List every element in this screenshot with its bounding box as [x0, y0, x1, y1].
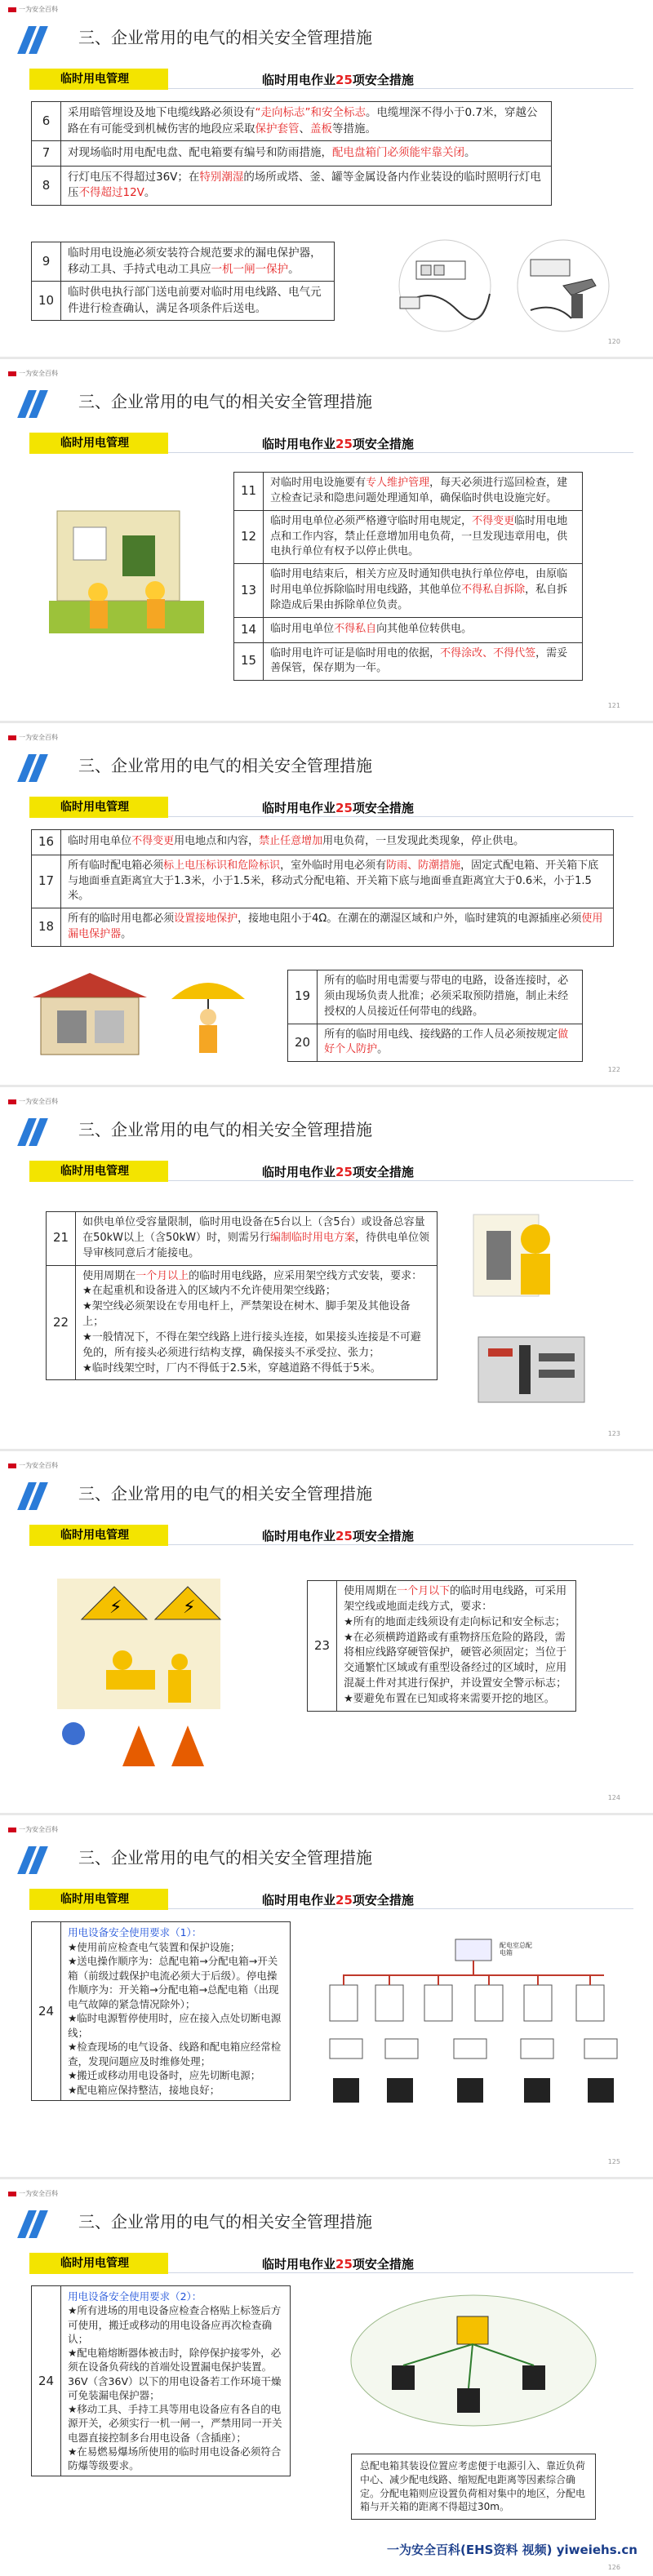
brand: 一为安全百科: [8, 2189, 58, 2198]
slide-4: [0, 1092, 653, 1451]
table-row: 10 临时供电执行部门送电前要对临时用电线路、电气元件进行检查确认，满足各项条件后送电。: [32, 282, 335, 321]
section-subtitle: 临时用电作业25项安全措施: [262, 437, 414, 451]
table-row: 23 使用周期在一个月以下的临时用电线路，可采用架空线或地面走线方式，要求： ★所有的地面走线须设有走向标记和安全标志； ★在必须横跨道路或有重物挤压危险的路段，需将相应线路穿硬管保护，硬管必须固定；当位于交通繁忙区域或有重型设备经过的区域时，应用混凝土件对其进行保护，并设置安全警示标志； ★要避免布置在已知或将来需要开挖的地区。: [308, 1581, 576, 1712]
rules-table: [31, 2285, 291, 2476]
table-row: 24 用电设备安全使用要求（2）： ★所有进场的用电设备应检查合格贴上标签后方可使用，搬迁或移动的用电设备应再次检查确认； ★配电箱熔断器体被击时，除停保护接零外，必须在设备负荷线的首端处设置漏电保护装置。36V（含36V）以下的用电设备若工作环境干燥可免装漏电保护器； ★移动工具、手持工具等用电设备应有各自的电源开关，必须实行一机一闸一，严禁用同一开关电器直接控制多台用电设备（含插座）； ★在易燃易爆场所使用的临时用电设备必须符合防爆等级要求。: [32, 2286, 291, 2476]
diagram-top-label: 配电室总配电箱: [500, 1942, 532, 1956]
table-row: 17 所有临时配电箱必须标上电压标识和危险标识，室外临时用电必须有防雨、防潮措施，固定式配电箱、开关箱下底与地面垂直距离宜大于1.3米，小于1.5米，移动式分配电箱、开关箱下底与地面垂直距离宜大于0.6米，小于1.5米。: [32, 855, 614, 908]
table-row: 11 对临时用电设施要有专人维护管理，每天必须进行巡回检查，建立检查记录和隐患问题处理通知单，确保临时供电设施完好。: [234, 473, 583, 511]
slide-heading: 三、企业常用的电气的相关安全管理措施: [78, 1484, 372, 1503]
page-number: 125: [607, 2158, 620, 2165]
table-row: 12 临时用电单位必须严格遵守临时用电规定，不得变更临时用电地点和工作内容，禁止任意增加用电负荷，一旦发现违章用电，供电执行单位有权予以停止供电。: [234, 510, 583, 564]
slash-logo-icon: [16, 1118, 46, 1148]
page-number: 126: [607, 2564, 620, 2571]
power-hut-illustration-icon: [24, 965, 155, 1063]
distribution-tree-diagram: [318, 1934, 637, 2155]
section-tag-bar: [29, 797, 633, 818]
table-row: 8 行灯电压不得超过36V；在特别潮湿的场所或塔、釜、罐等金属设备内作业装设的临时照明行灯电压不得超过12V。: [32, 166, 552, 205]
slide-5: [0, 1456, 653, 1815]
slide-2: [0, 364, 653, 723]
slide-heading: 三、企业常用的电气的相关安全管理措施: [78, 392, 372, 411]
workers-illustration-icon: [33, 486, 220, 650]
slash-logo-icon: [16, 26, 46, 56]
section-tag: 临时用电管理: [29, 1161, 168, 1182]
table-row: 7 对现场临时用电配电盘、配电箱要有编号和防雨措施，配电盘箱门必须能牢靠关闭。: [32, 141, 552, 167]
section-tag-bar: [29, 2253, 633, 2274]
slide-3: [0, 728, 653, 1087]
table-row: 18 所有的临时用电都必须设置接地保护，接地电阻小于4Ω。在潮在的潮湿区域和户外，临时建筑的电源插座必须使用漏电保护器。: [32, 908, 614, 947]
section-tag: 临时用电管理: [29, 2253, 168, 2274]
slide-heading: 三、企业常用的电气的相关安全管理措施: [78, 2212, 372, 2232]
section-tag-bar: [29, 1525, 633, 1546]
table-row: 14 临时用电单位不得私自向其他单位转供电。: [234, 617, 583, 642]
section-tag: 临时用电管理: [29, 797, 168, 818]
section-subtitle: 临时用电作业25项安全措施: [262, 2257, 414, 2272]
section-tag: 临时用电管理: [29, 433, 168, 454]
brand: 一为安全百科: [8, 369, 58, 378]
table-row: 21 如供电单位受容量限制，临时用电设备在5台以上（含5台）或设备总容量在50kW以上（含50kW）时，则需另行编制临时用电方案，待供电单位领导审核同意后才能接电。: [47, 1212, 438, 1266]
rules-table: [46, 1211, 438, 1380]
section-subtitle: 临时用电作业25项安全措施: [262, 1529, 414, 1543]
hand-drill-sketch-icon: [506, 237, 620, 335]
slide-heading: 三、企业常用的电气的相关安全管理措施: [78, 1848, 372, 1868]
section-tag-bar: [29, 1161, 633, 1182]
rules-table: [31, 101, 552, 206]
table-row: 16 临时用电单位不得变更用电地点和内容，禁止任意增加用电负荷，一旦发现此类现象，停止供电。: [32, 830, 614, 855]
section-subtitle: 临时用电作业25项安全措施: [262, 801, 414, 815]
section-tag-bar: [29, 433, 633, 454]
table-row: 15 临时用电许可证是临时用电的依据，不得涂改、不得代签，需妥善保管，保存期为一年。: [234, 642, 583, 681]
table-row: 22 使用周期在一个月以上的临时用电线路，应采用架空线方式安装，要求： ★在起重机和设备进入的区域内不允许使用架空线路； ★架空线必须架设在专用电杆上，严禁架设在树木、脚手架及其他设备上； ★一般情况下，不得在架空线路上进行接头连接，如果接头连接是不可避免的，所有接头必须进行结构支撑，确保接头不承受拉、张力； ★临时线架空时，厂内不得低于2.5米，穿越道路不得低于5米。: [47, 1265, 438, 1380]
brand: 一为安全百科: [8, 1461, 58, 1470]
slide-heading: 三、企业常用的电气的相关安全管理措施: [78, 28, 372, 47]
table-row: 9 临时用电设施必须安装符合规范要求的漏电保护器，移动工具、手持式电动工具应一机一闸一保护。: [32, 242, 335, 282]
brand: 一为安全百科: [8, 5, 58, 14]
rules-table: [307, 1580, 576, 1712]
slash-logo-icon: [16, 754, 46, 784]
rules-table: [31, 829, 614, 947]
page-number: 124: [607, 1794, 620, 1801]
rules-table-lower: [31, 242, 335, 321]
section-tag: 临时用电管理: [29, 69, 168, 90]
watermark-text: 一为安全百科(EHS资料 视频) yiweiehs.cn: [384, 2541, 641, 2558]
slide-6: [0, 1820, 653, 2179]
section-tag: 临时用电管理: [29, 1889, 168, 1910]
table-row: 19 所有的临时用电需要与带电的电路，设备连接时，必须由现场负责人批准；必须采取预防措施，制止未经授权的人员接近任何带电的线路。: [288, 970, 583, 1024]
slash-logo-icon: [16, 1846, 46, 1876]
svg-text:⚡: ⚡: [109, 1597, 122, 1618]
slash-logo-icon: [16, 1482, 46, 1512]
ground-wiring-illustration-icon: [49, 1570, 237, 1774]
rules-table: [233, 472, 583, 681]
table-row: 20 所有的临时用电线、接线路的工作人员必须按规定做好个人防护。: [288, 1024, 583, 1062]
slide-heading: 三、企业常用的电气的相关安全管理措施: [78, 756, 372, 775]
brand: 一为安全百科: [8, 1097, 58, 1106]
slide-7: [0, 2184, 653, 2576]
table-row: 6 采用暗管埋设及地下电缆线路必须设有“走向标志”和安全标志。电缆埋深不得小于0.7米，穿越公路在有可能受到机械伤害的地段应采取保护套管、盖板等措施。: [32, 102, 552, 141]
table-row: 13 临时用电结束后，相关方应及时通知供电执行单位停电，由原临时用电单位拆除临时用电线路，其他单位不得私自拆除，私自拆除造成后果由拆除单位负责。: [234, 564, 583, 618]
rules-table: [31, 1921, 291, 2101]
slash-logo-icon: [16, 390, 46, 420]
wiring-diagram-icon: [343, 2292, 604, 2431]
section-subtitle: 临时用电作业25项安全措施: [262, 73, 414, 87]
section-subtitle: 临时用电作业25项安全措施: [262, 1893, 414, 1908]
slash-logo-icon: [16, 2210, 46, 2240]
electrical-panel-sketch-icon: [384, 237, 506, 335]
tool-kit-illustration-icon: [470, 1321, 593, 1410]
page-number: 121: [607, 702, 620, 709]
rules-table-right: [287, 970, 583, 1062]
slide-heading: 三、企业常用的电气的相关安全管理措施: [78, 1120, 372, 1139]
section-subtitle: 临时用电作业25项安全措施: [262, 1165, 414, 1179]
table-row: 24 用电设备安全使用要求（1）： ★使用前应检查电气装置和保护设施； ★送电操作顺序为：总配电箱→分配电箱→开关箱（前级过载保护电流必须大于后级）。停电操作顺序为：开关箱→分配电箱→总配电箱（出现电气故障的紧急情况除外）； ★临时电源暂停使用时，应在接入点处切断电源线； ★检查现场的电气设备、线路和配电箱应经常检查，发现问题应及时维修处理； ★搬迁或移动用电设备时，应先切断电源； ★配电箱应保持整洁，接地良好；: [32, 1922, 291, 2101]
slide-1: [0, 0, 653, 359]
brand: 一为安全百科: [8, 733, 58, 742]
page-number: 123: [607, 1430, 620, 1437]
section-tag-bar: [29, 1889, 633, 1910]
note-box: 总配电箱其装设位置应考虑便于电源引入、靠近负荷中心、减少配电线路、缩短配电距离等因素综合确定。分配电箱则应设置负荷相对集中的地区，分配电箱与开关箱的距离不得超过30m。: [351, 2454, 596, 2520]
section-tag: 临时用电管理: [29, 1525, 168, 1546]
page-number: 122: [607, 1066, 620, 1073]
svg-text:⚡: ⚡: [183, 1597, 196, 1618]
page-number: 120: [607, 338, 620, 345]
electrician-illustration-icon: [470, 1206, 584, 1304]
umbrella-worker-icon: [163, 966, 253, 1064]
section-tag-bar: [29, 69, 633, 90]
brand: 一为安全百科: [8, 1825, 58, 1834]
